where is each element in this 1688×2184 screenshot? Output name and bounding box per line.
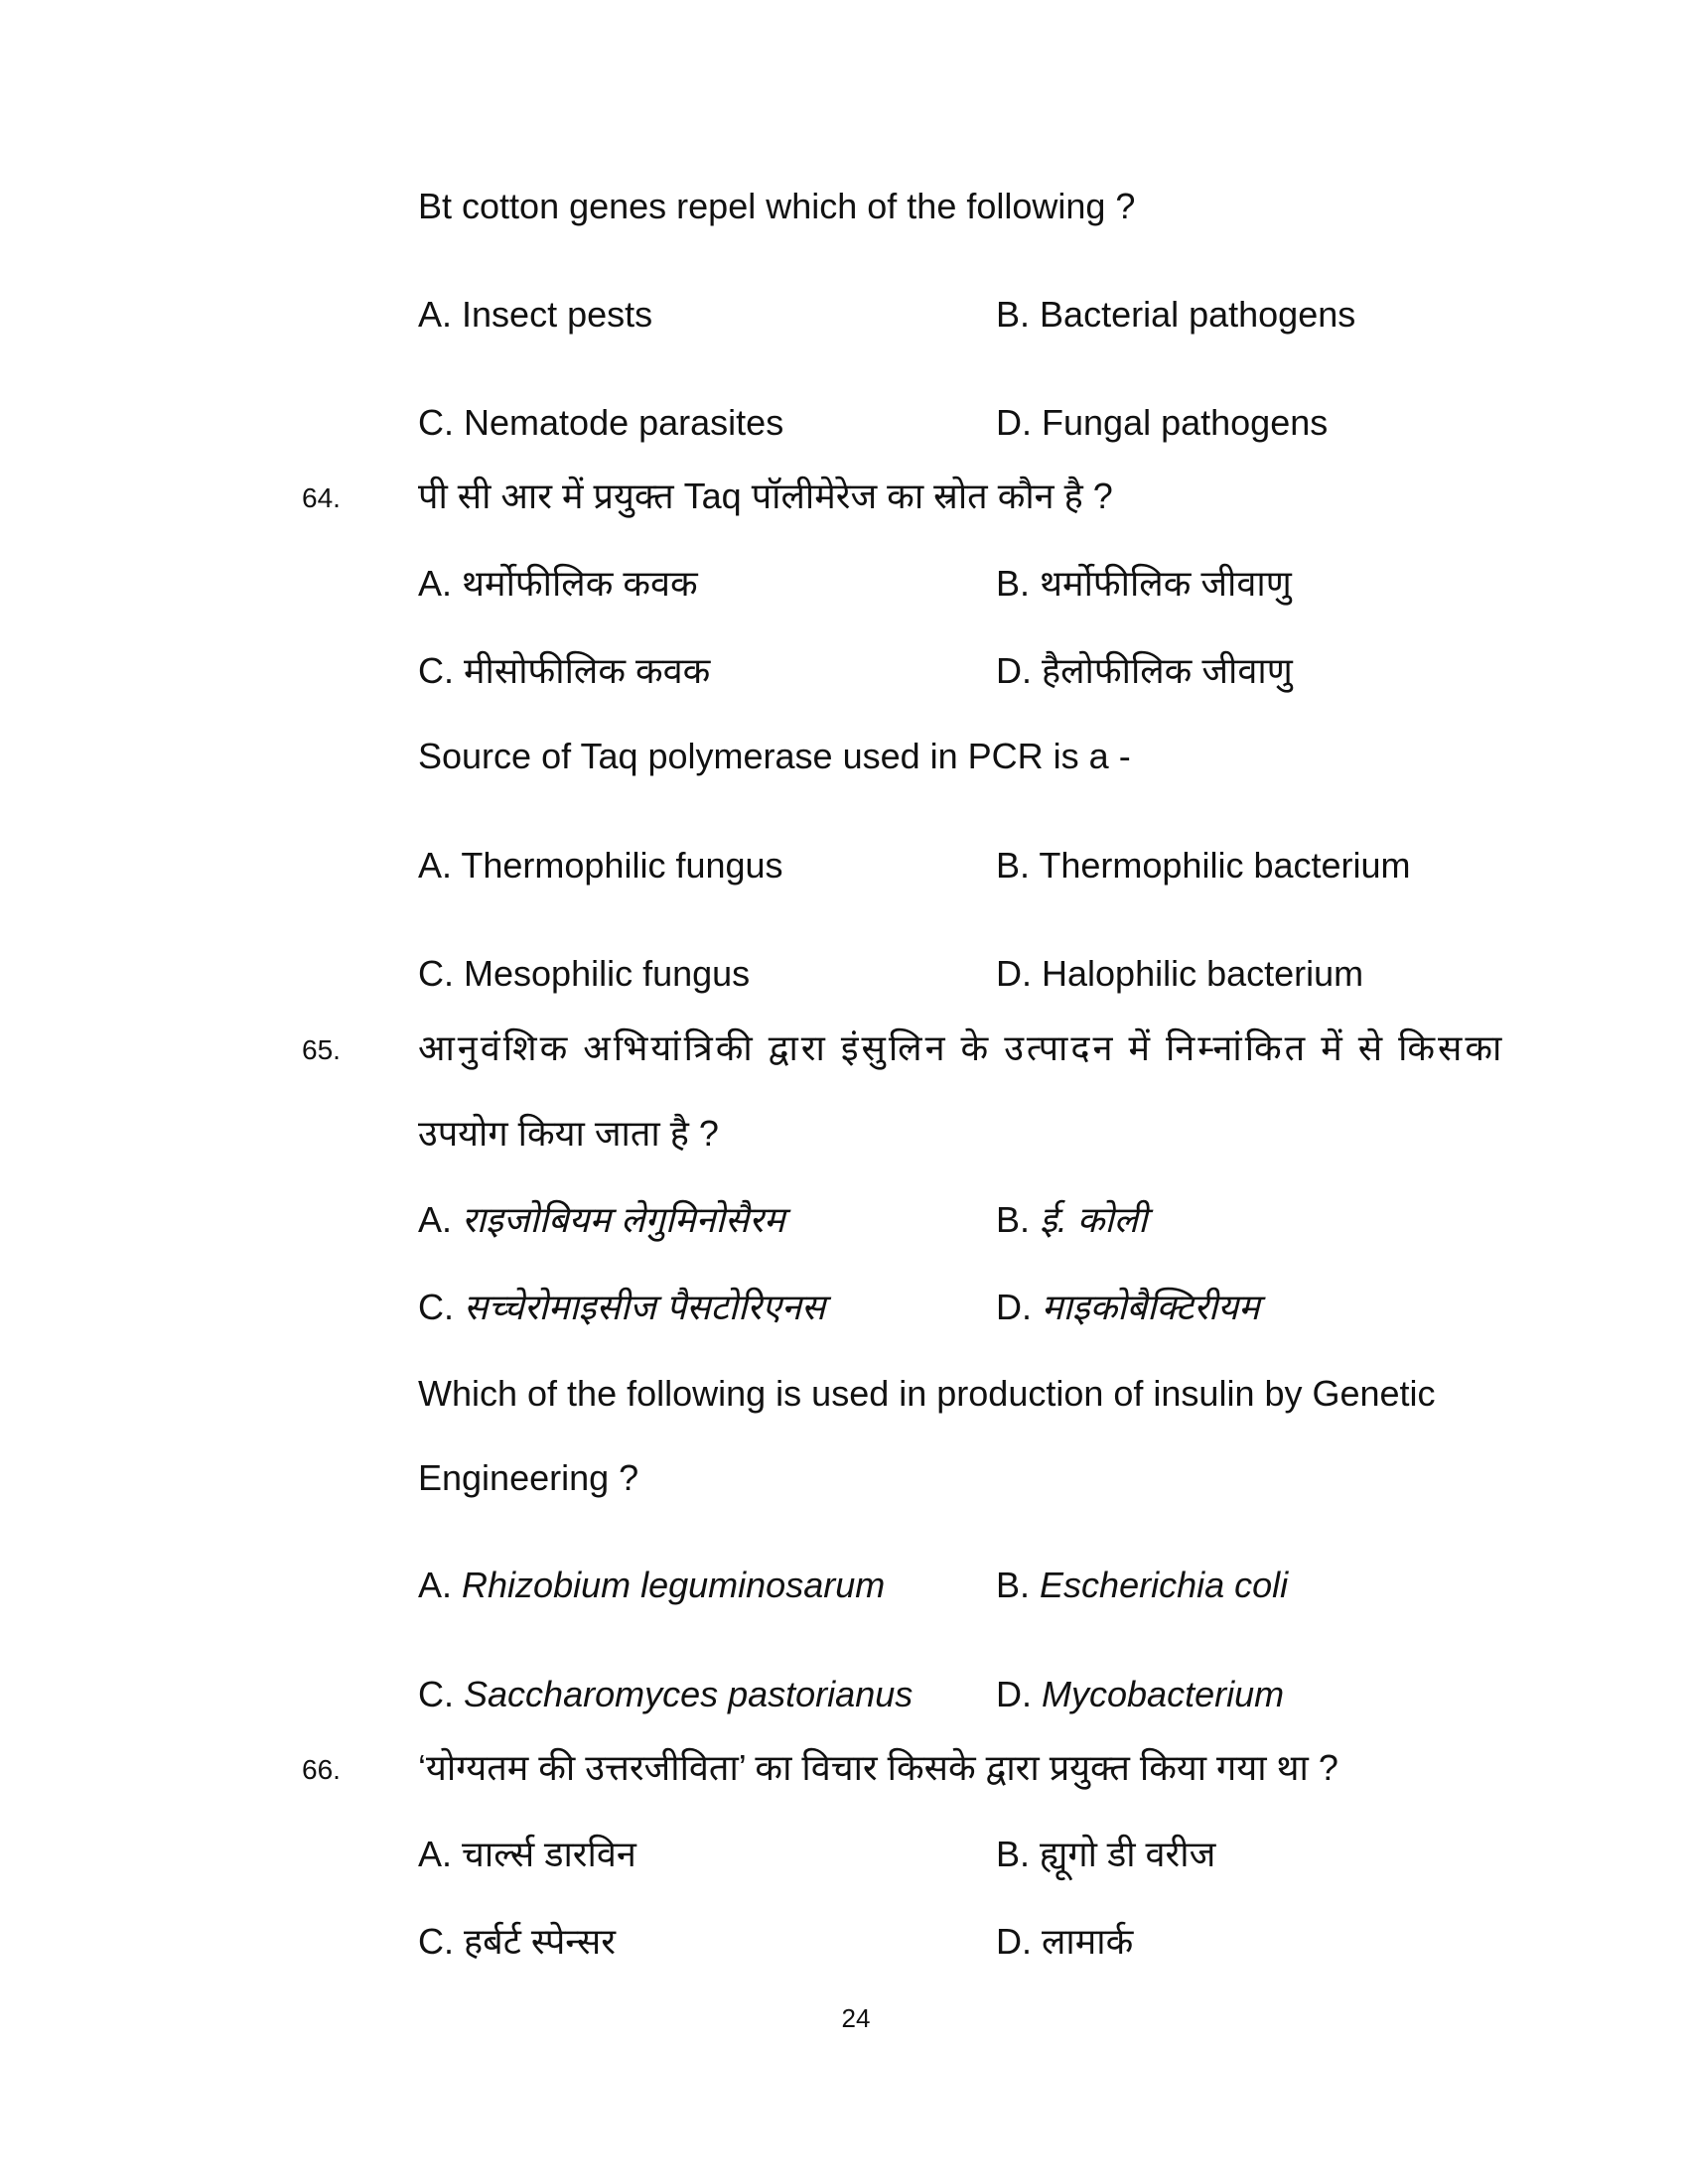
option-text: Fungal pathogens [1042, 402, 1329, 443]
option-label: B. [996, 1565, 1031, 1605]
option-text: Mesophilic fungus [464, 953, 751, 994]
q65-hi-option-b [996, 1198, 1147, 1242]
option-label: D. [996, 650, 1032, 691]
q65-en-option-c [418, 1673, 913, 1716]
q64-hi-option-d [996, 649, 1293, 693]
option-label: A. [418, 1834, 453, 1874]
q64-en-option-d [996, 952, 1363, 996]
option-label: C. [418, 402, 454, 443]
option-text: लामार्क [1042, 1921, 1134, 1962]
q64-en-option-a [418, 844, 783, 887]
option-text: सच्चेरोमाइसीज पैसटोरिएनस [464, 1287, 826, 1327]
q64-en-option-c [418, 952, 750, 996]
option-text: Halophilic bacterium [1042, 953, 1364, 994]
option-label: C. [418, 953, 454, 994]
q63-option-b [996, 293, 1355, 337]
option-label: B. [996, 1199, 1031, 1240]
option-text: मीसोफीलिक कवक [464, 650, 711, 691]
option-text: Thermophilic bacterium [1039, 845, 1411, 886]
q64-hi-question: पी सी आर में प्रयुक्त Taq पॉलीमेरेज का स्रोत कौन है ? [418, 476, 1113, 516]
option-text: Nematode parasites [464, 402, 784, 443]
option-label: C. [418, 650, 454, 691]
q66-number: 66. [302, 1754, 341, 1785]
option-label: A. [418, 845, 453, 886]
option-text: माइकोबैक्टिरीयम [1042, 1287, 1260, 1327]
q65-hi-question-line2: उपयोग किया जाता है ? [418, 1113, 719, 1154]
q66-hi-option-c [418, 1920, 616, 1964]
option-label: D. [996, 402, 1032, 443]
q64-hi-option-a [418, 562, 698, 606]
q65-hi-option-c [418, 1286, 825, 1329]
option-text: थर्मोफीलिक कवक [462, 563, 698, 604]
option-text: ई. कोली [1040, 1199, 1148, 1240]
option-label: B. [996, 563, 1031, 604]
q64-hi-option-c [418, 649, 710, 693]
option-label: B. [996, 294, 1031, 335]
option-text: हर्बर्ट स्पेन्सर [464, 1921, 616, 1962]
option-label: A. [418, 294, 453, 335]
q66-hi-option-b [996, 1833, 1215, 1876]
option-text: हैलोफीलिक जीवाणु [1042, 650, 1293, 691]
q63-question: Bt cotton genes repel which of the following ? [418, 186, 1136, 226]
option-text: Bacterial pathogens [1040, 294, 1356, 335]
option-label: D. [996, 953, 1032, 994]
option-text: Escherichia coli [1040, 1565, 1289, 1605]
option-text: चार्ल्स डारविन [462, 1834, 636, 1874]
q65-en-question-line2: Engineering ? [418, 1457, 639, 1498]
option-label: D. [996, 1287, 1032, 1327]
q64-number: 64. [302, 482, 341, 513]
option-text: थर्मोफीलिक जीवाणु [1040, 563, 1292, 604]
option-label: A. [418, 1199, 453, 1240]
q63-option-a [418, 293, 652, 337]
q63-option-d [996, 401, 1328, 445]
q65-hi-option-d [996, 1286, 1260, 1329]
page-number: 24 [841, 2003, 871, 2033]
option-label: C. [418, 1674, 454, 1714]
option-text: Thermophilic fungus [461, 845, 783, 886]
q66-hi-option-d [996, 1920, 1133, 1964]
option-label: A. [418, 1565, 453, 1605]
q66-hi-option-a [418, 1833, 636, 1876]
q65-hi-question-line1: आनुवंशिक अभियांत्रिकी द्वारा इंसुलिन के उत्पादन में निम्नांकित में से किसका [418, 1027, 1505, 1068]
option-label: C. [418, 1287, 454, 1327]
q65-en-option-a [418, 1564, 885, 1607]
q65-en-option-b [996, 1564, 1288, 1607]
q64-en-option-b [996, 844, 1411, 887]
option-label: B. [996, 845, 1031, 886]
q64-en-question: Source of Taq polymerase used in PCR is a - [418, 736, 1131, 776]
q64-hi-option-b [996, 562, 1292, 606]
option-text: ह्यूगो डी वरीज [1040, 1834, 1216, 1874]
option-label: A. [418, 563, 453, 604]
option-text: Mycobacterium [1042, 1674, 1285, 1714]
q66-hi-question: ‘योग्यतम की उत्तरजीविता’ का विचार किसके द्वारा प्रयुक्त किया गया था ? [418, 1747, 1338, 1788]
q65-hi-option-a [418, 1198, 785, 1242]
option-label: B. [996, 1834, 1031, 1874]
option-text: Insect pests [462, 294, 653, 335]
q65-number: 65. [302, 1034, 341, 1065]
option-text: राइजोबियम लेगुमिनोसैरम [462, 1199, 785, 1240]
option-label: D. [996, 1674, 1032, 1714]
q63-option-c [418, 401, 783, 445]
option-label: D. [996, 1921, 1032, 1962]
q65-en-question-line1: Which of the following is used in production of insulin by Genetic [418, 1373, 1436, 1414]
option-text: Saccharomyces pastorianus [464, 1674, 914, 1714]
option-text: Rhizobium leguminosarum [462, 1565, 886, 1605]
q65-en-option-d [996, 1673, 1284, 1716]
option-label: C. [418, 1921, 454, 1962]
